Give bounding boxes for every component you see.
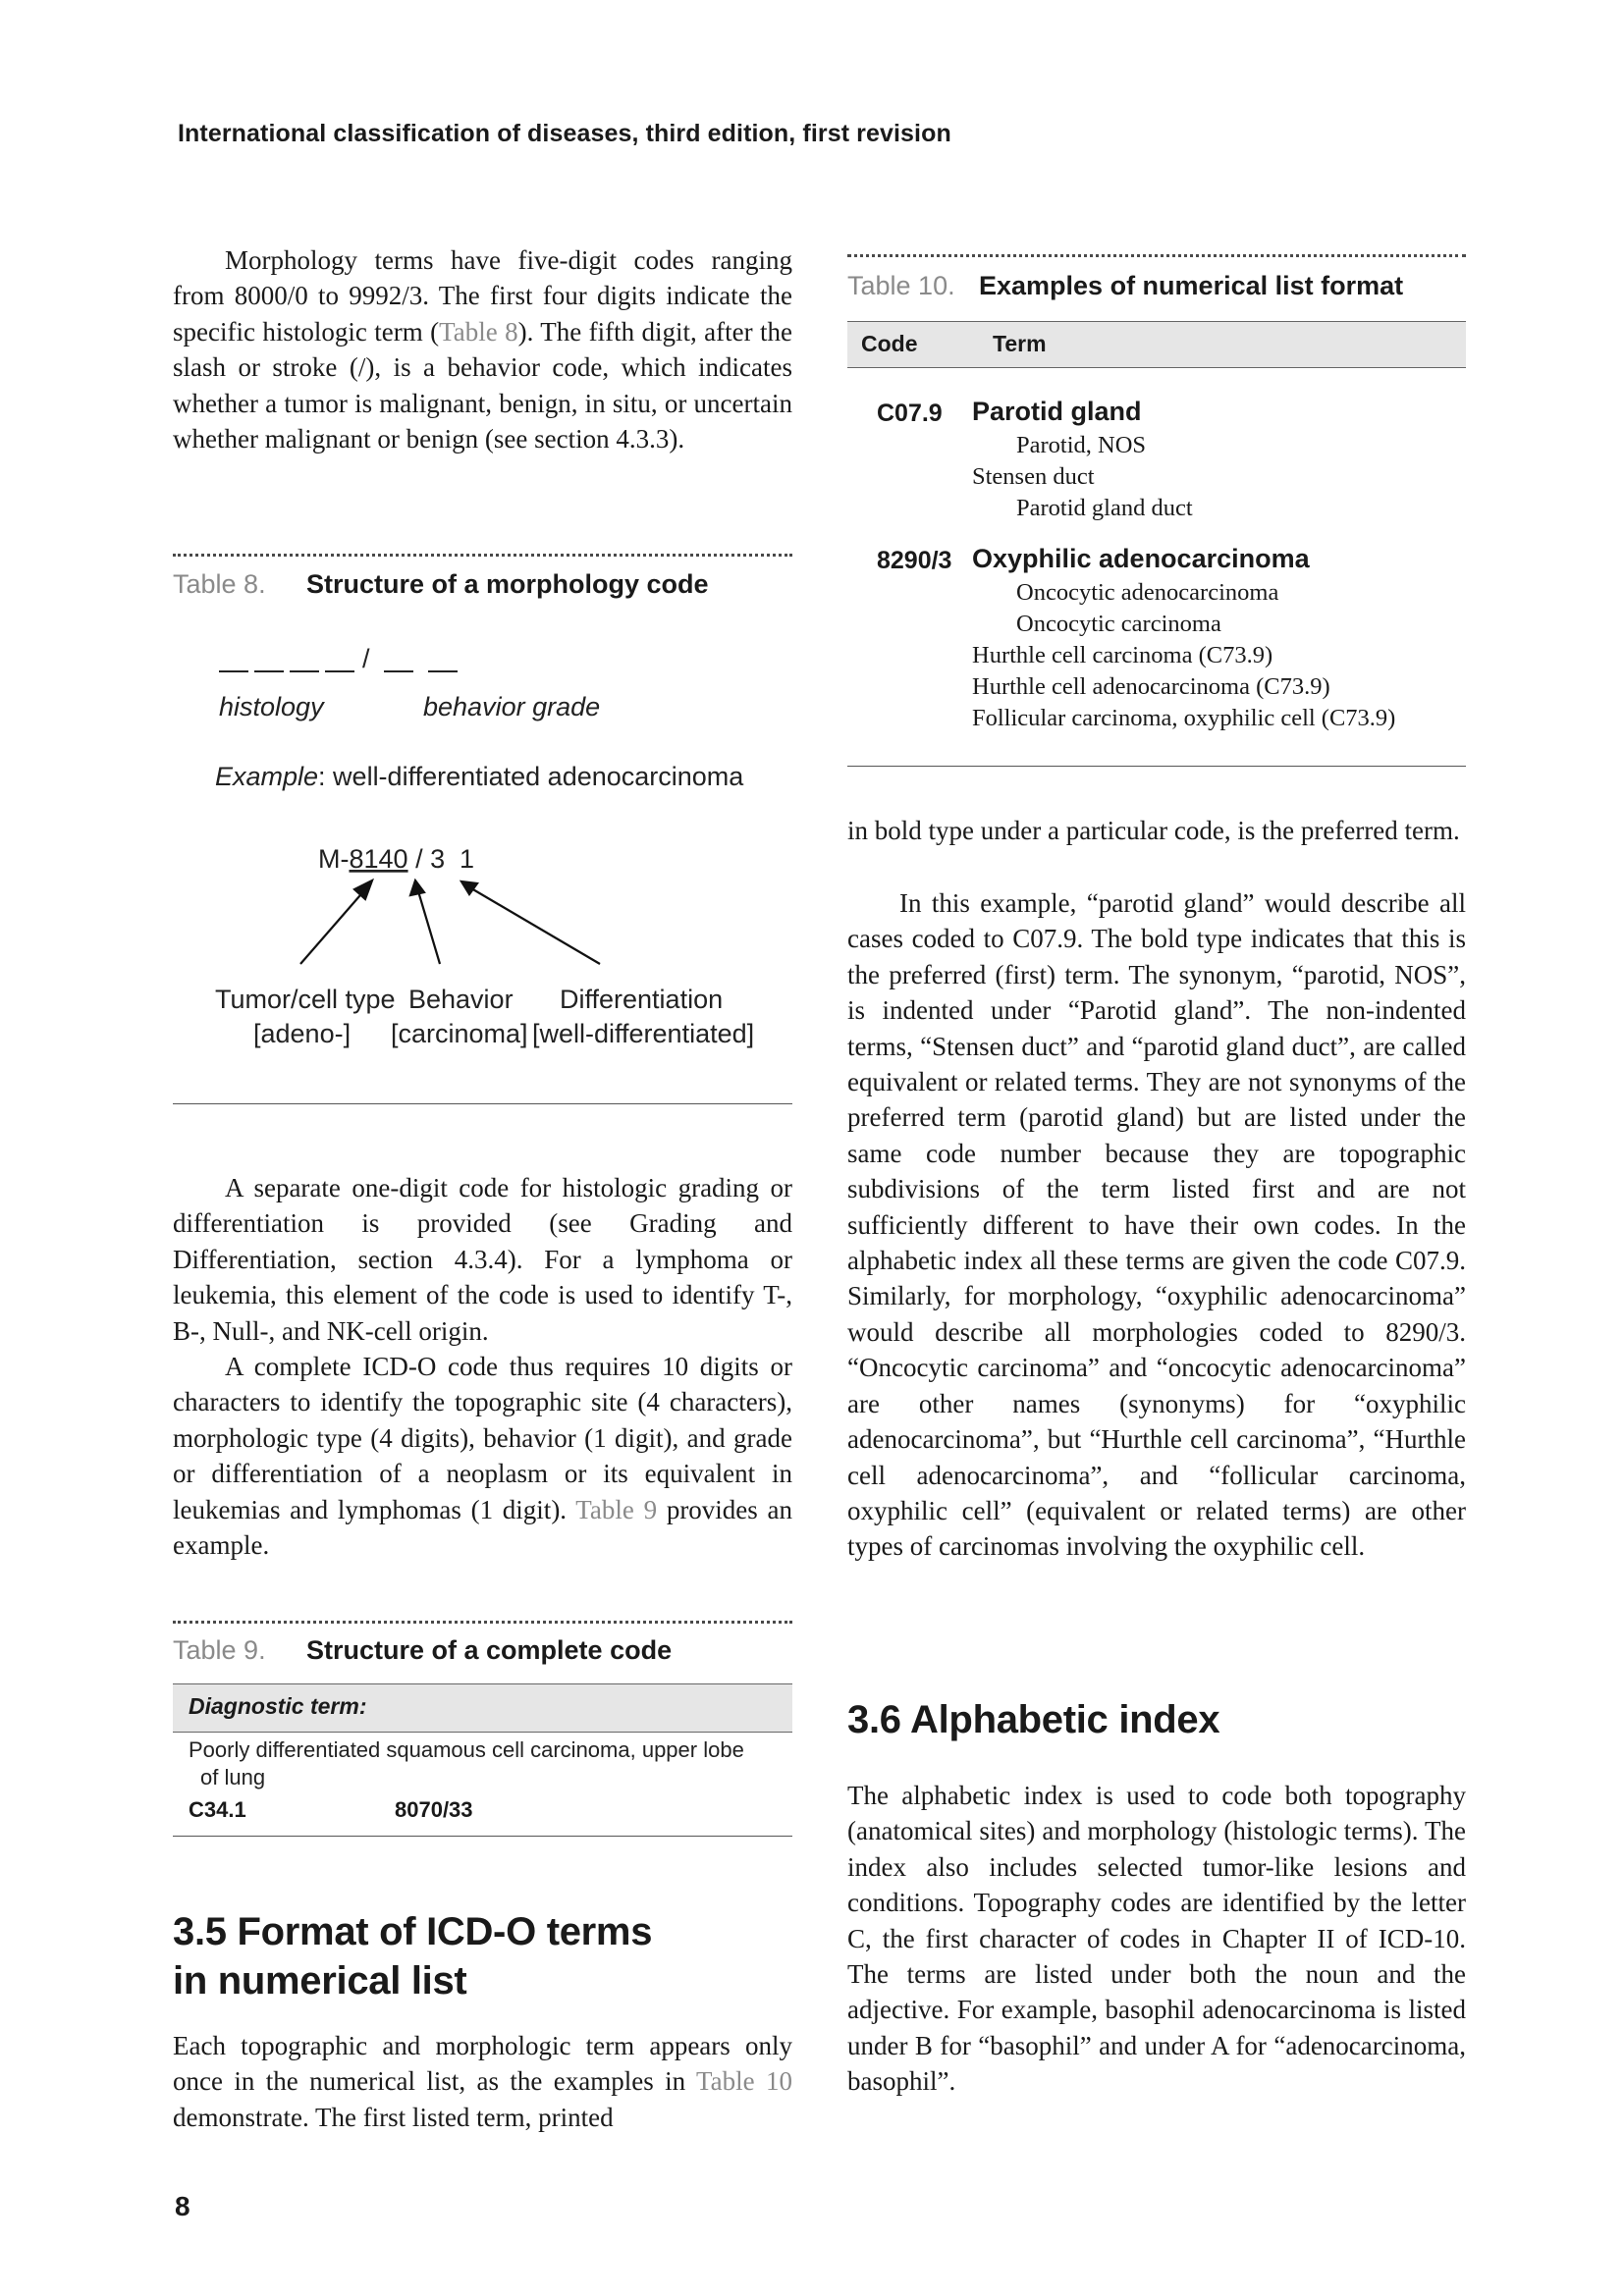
table-10-caption [847, 271, 1466, 301]
example-code: M-8140 / 3 [318, 844, 446, 874]
table-9-topography-code: C34.1 [189, 1797, 246, 1822]
table-10-title: Examples of numerical list format [979, 271, 1404, 300]
entry-synonym: Parotid, NOS [1016, 432, 1147, 458]
entry-preferred-term: Parotid gland [972, 397, 1142, 426]
differentiation-label: Differentiation [560, 985, 724, 1014]
paragraph-preferred-term: in bold type under a particular code, is the preferred term. [847, 816, 1460, 845]
diagnostic-term-header: Diagnostic term: [189, 1693, 367, 1719]
table-10-top-divider [847, 254, 1466, 257]
entry-related-term: Hurthle cell adenocarcinoma (C73.9) [972, 673, 1330, 700]
arrow-to-grade [471, 888, 600, 964]
example-grade-digit: 1 [460, 844, 475, 874]
table-9-bottom-rule [173, 1836, 792, 1837]
paragraph-numerical-list: Each topographic and morphologic term appears only once in the numerical list, as the examples in Table 10 demonstrate. The first listed term, printed [173, 2031, 793, 2132]
behavior-grade-label: behavior grade [423, 692, 601, 721]
table-9-title: Structure of a complete code [306, 1635, 673, 1665]
table-9-reference-link[interactable]: Table 9 [575, 1494, 658, 1524]
paragraph-grading: A separate one-digit code for histologic grading or differentiation is provided (see Grading and Differentiation, section 4.3.4). For a lymphoma or leukemia, this element of the code is used to identify T-, B-, Null-, and NK-cell origin. [173, 1173, 792, 1346]
well-differentiated-label: [well-differentiated] [532, 1019, 755, 1048]
entry-related-term: Follicular carcinoma, oxyphilic cell (C73.9) [972, 705, 1396, 731]
table-10-bottom-rule [847, 766, 1466, 767]
tumor-cell-type-label: Tumor/cell type [215, 985, 396, 1014]
table-10-reference-link[interactable]: Table 10 [696, 2066, 793, 2097]
carcinoma-label: [carcinoma] [391, 1019, 528, 1048]
paragraph-morphology-codes: Morphology terms have five-digit codes ranging from 8000/0 to 9992/3. The first four digits indicate the specific histologic term (Table 8). The fifth digit, after the slash or stroke (/), is a behavior code, which indicates whether a tumor is malignant, benign, in situ, or uncertain whether malignant or benign (see section 4.3.3). [173, 245, 793, 454]
entry-synonym: Oncocytic carcinoma [1016, 611, 1221, 637]
section-3-6-heading: 3.6 Alphabetic index [847, 1698, 1220, 1741]
table-9-diagnostic-term: Poorly differentiated squamous cell carcinoma, upper lobe of lung [189, 1737, 744, 1789]
table-10-header-row [847, 321, 1466, 368]
table-8-number: Table 8. [173, 569, 266, 599]
table-8-bottom-rule [173, 1103, 792, 1104]
entry-related-term: Stensen duct [972, 463, 1095, 490]
table-8-reference-link[interactable]: Table 8 [439, 316, 518, 347]
table-9-header-row [173, 1683, 792, 1733]
page-number: 8 [175, 2191, 190, 2221]
behavior-label: Behavior [408, 985, 514, 1014]
example-caption: Example: well-differentiated adenocarcinoma [215, 762, 744, 791]
code-column-header: Code [861, 331, 918, 356]
section-3-5-heading: 3.5 Format of ICD-O terms in numerical list [173, 1910, 653, 2002]
entry-synonym: Oncocytic adenocarcinoma [1016, 579, 1279, 606]
table-8-title: Structure of a morphology code [306, 569, 709, 599]
table-9-number: Table 9. [173, 1635, 266, 1665]
morphology-code-diagram [173, 628, 801, 1099]
table-9-caption [173, 1635, 792, 1666]
paragraph-parotid-example: In this example, “parotid gland” would describe all cases coded to C07.9. The bold type indicates that this is the preferred (first) term. The synonym, “parotid, NOS”, is indented under “Parotid gland”. The non-indented terms, “Stensen duct” and “parotid gland duct”, are called equivalent or related terms. They are not synonyms of the preferred term (parotid gland) but are listed under the same code number because they are topographic subdivisions of the term listed first and are not sufficiently different to have their own codes. In the alphabetic index all these terms are given the code C07.9. Similarly, for morphology, “oxyphilic adenocarcinoma” would describe all morphologies coded to 8290/3. “Oncocytic carcinoma” and “oncocytic adenocarcinoma” are other names (synonyms) for “oxyphilic adenocarcinoma”, but “Hurthle cell carcinoma”, “Hurthle cell adenocarcinoma”, and “follicular carcinoma, oxyphilic cell” (equivalent or related terms) are other types of carcinomas involving the oxyphilic cell. [847, 888, 1466, 1562]
paragraph-complete-code: A complete ICD-O code thus requires 10 digits or characters to identify the topographic site (4 characters), morphologic type (4 digits), behavior (1 digit), and grade or differentiation of a neoplasm or its equivalent in leukemias and lymphomas (1 digit). Table 9 provides an example. [173, 1352, 792, 1561]
paragraph-alphabetic-index: The alphabetic index is used to code both topography (anatomical sites) and morphology (histologic terms). The index also includes selected tumor-like lesions and conditions. Topography codes are identified by the letter C, the first character of codes in Chapter II of ICD-10. The terms are listed under both the noun and the adjective. For example, basophil adenocarcinoma is listed under B for “basophil” and under A for “adenocarcinoma, basophil”. [847, 1781, 1466, 2097]
template-slash: / [362, 644, 370, 673]
arrowhead-histology [354, 881, 372, 899]
table-9-morphology-code: 8070/33 [395, 1797, 473, 1822]
entry-synonym: Parotid gland duct [1016, 495, 1193, 521]
running-header: International classification of diseases, third edition, first revision [178, 120, 951, 147]
table-8-top-divider [173, 554, 792, 557]
histology-label: histology [219, 692, 324, 721]
entry-preferred-term: Oxyphilic adenocarcinoma [972, 544, 1310, 573]
table-10-number: Table 10. [847, 271, 955, 300]
arrowhead-grade [461, 881, 477, 894]
table-8-caption [173, 569, 792, 600]
table-9-top-divider [173, 1621, 792, 1624]
arrowhead-behavior [410, 881, 424, 895]
adeno-label: [adeno-] [253, 1019, 352, 1048]
arrow-to-behavior [418, 891, 440, 964]
term-column-header: Term [993, 331, 1047, 356]
entry-related-term: Hurthle cell carcinoma (C73.9) [972, 642, 1273, 668]
arrow-to-histology [300, 888, 366, 964]
entry-code: 8290/3 [877, 547, 952, 574]
entry-code: C07.9 [877, 400, 943, 427]
